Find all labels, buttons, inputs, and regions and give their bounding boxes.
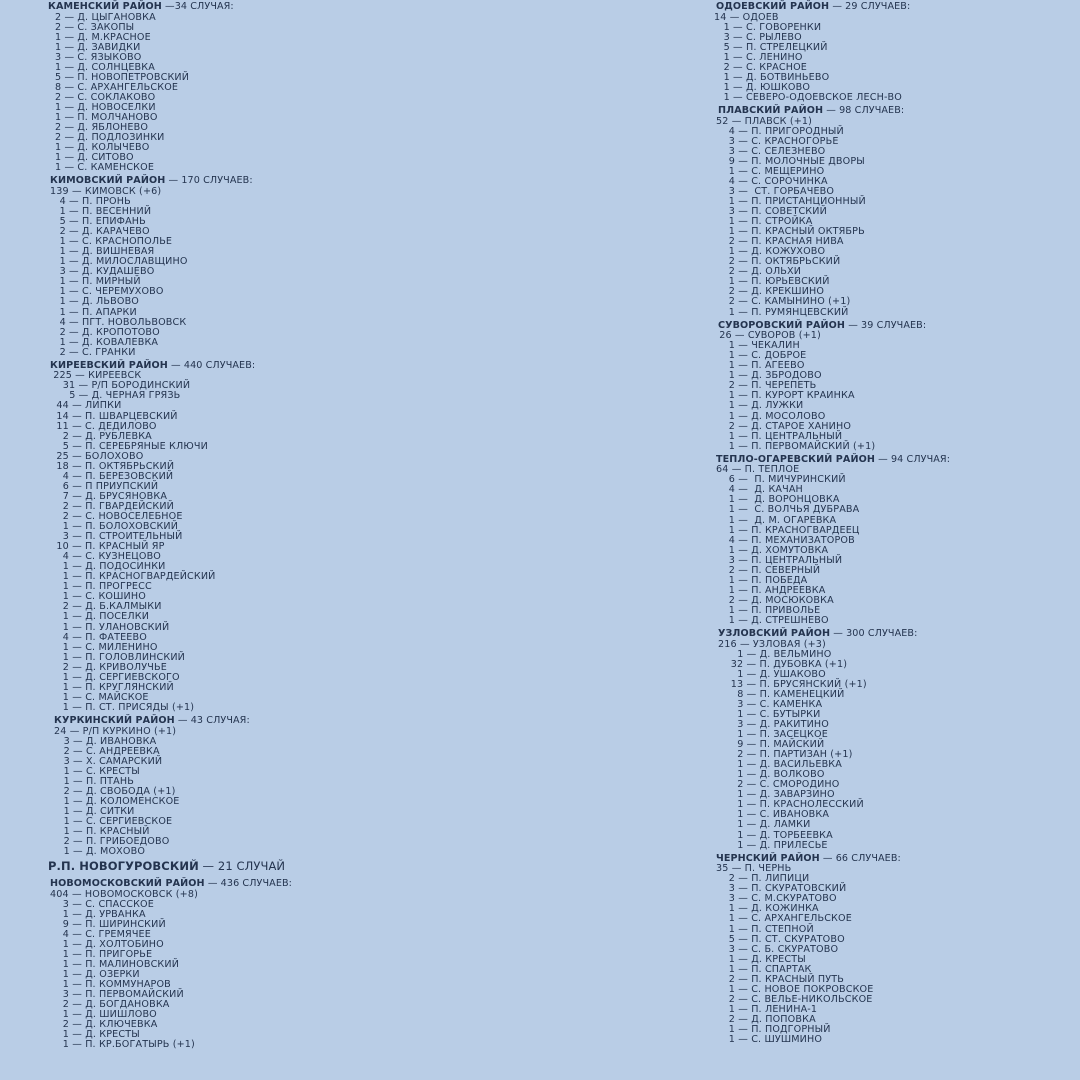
locality-row: 8 — П. КАМЕНЕЦКИЙ — [718, 688, 845, 700]
locality-row: 1 — П. СПАРТАК — [716, 963, 812, 975]
locality-row: 2 — Д. ПОДЛОЗИНКИ — [55, 132, 165, 144]
locality-row: 1 — П. АНДРЕЕВКА — [716, 584, 826, 596]
locality-row: 1 — П. КРАСНОЛЕССКИЙ — [718, 799, 864, 811]
locality-row: 1 — Д. МОХОВО — [54, 846, 146, 858]
locality-row: 5 — П. СТРЕЛЕЦКИЙ — [714, 41, 828, 53]
district-name: КИРЕЕВСКИЙ РАЙОН — [50, 359, 168, 371]
locality-row: 1 — Д. ЗАВИДКИ — [55, 41, 141, 53]
locality-row: 1 — С. КРАСНОПОЛЬЕ — [50, 236, 173, 248]
locality-row: 32 — П. ДУБОВКА (+1) — [718, 658, 848, 670]
district-total: — 94 СЛУЧАЯ: — [874, 453, 951, 465]
locality-row: 7 — Д. БРУСЯНОВКА — [50, 490, 168, 502]
locality-row: 1 — Д. ВЕЛЬМИНО — [718, 648, 832, 660]
locality-row: 1 — П. ПТАНЬ — [54, 775, 134, 787]
locality-row: 18 — П. ОКТЯБРЬСКИЙ — [50, 460, 175, 472]
locality-row: 2 — С. СОКЛАКОВО — [55, 91, 156, 103]
district-total: — 436 СЛУЧАЕВ: — [204, 878, 293, 890]
locality-row: 3 — П. СТРОИТЕЛЬНЫЙ — [50, 531, 183, 543]
locality-row: 1 — Д. КОЛЫЧЕВО — [55, 142, 150, 154]
locality-row: 1 — П. ВЕСЕННИЙ — [50, 206, 152, 218]
locality-row: 2 — Д. ЯБЛОНЕВО — [55, 122, 149, 134]
locality-row: 404 — НОВОМОСКОВСК (+8) — [50, 888, 199, 900]
locality-row: 2 — Д. БОГДАНОВКА — [50, 999, 170, 1011]
locality-row: 9 — П. МАЙСКИЙ — [718, 739, 825, 751]
locality-row: 2 — С. АНДРЕЕВКА — [54, 745, 160, 757]
locality-row: 1 — Д. ЛАМКИ — [718, 819, 811, 831]
locality-row: 24 — Р/П КУРКИНО (+1) — [54, 725, 177, 737]
locality-row: 1 — П. УЛАНОВСКИЙ — [50, 621, 170, 633]
locality-row: 2 — Д. СВОБОДА (+1) — [54, 785, 176, 797]
locality-row: 1 — С. ЧЕРЕМУХОВО — [50, 286, 164, 298]
district-name: КАМЕНСКИЙ РАЙОН — [48, 1, 162, 12]
district-name: ТЕПЛО-ОГАРЕВСКИЙ РАЙОН — [716, 453, 875, 465]
locality-row: 1 — П. БОЛОХОВСКИЙ — [50, 521, 179, 533]
locality-row: 1 — П. СТРОЙКА — [716, 216, 813, 228]
locality-row: 1 — С. ДОБРОЕ — [716, 350, 807, 362]
locality-row: 2 — С. ЗАКОПЫ — [55, 21, 135, 33]
locality-row: 1 — С. КОШИНО — [50, 591, 146, 603]
locality-row: 1 — Д. ЛЬВОВО — [50, 296, 140, 308]
locality-row: 1 — С. ШУШМИНО — [716, 1034, 823, 1046]
locality-row: 2 — Д. КЛЮЧЕВКА — [50, 1019, 158, 1031]
district-name: КУРКИНСКИЙ РАЙОН — [54, 714, 175, 726]
locality-row: 1 — П. КР.БОГАТЫРЬ (+1) — [50, 1039, 195, 1051]
district-name: ПЛАВСКИЙ РАЙОН — [718, 105, 824, 117]
locality-row: 1 — С. ГОВОРЕНКИ — [714, 21, 822, 33]
district-name: УЗЛОВСКИЙ РАЙОН — [718, 628, 831, 640]
locality-row: 3 — С. М.СКУРАТОВО — [716, 893, 837, 905]
locality-row: 3 — Д. КУДАШЕВО — [50, 266, 155, 278]
district-total: — 66 СЛУЧАЕВ: — [819, 852, 901, 864]
locality-row: 2 — П. ПАРТИЗАН (+1) — [718, 749, 853, 761]
locality-row: 2 — С. НОВОСЕЛЕБНОЕ — [50, 510, 183, 522]
district-block — [714, 2, 1074, 103]
locality-row: 1 — С. МИЛЕНИНО — [50, 641, 158, 653]
locality-row: 1 — Д. СТРЕШНЕВО — [716, 615, 829, 626]
locality-row: 4 — П. БЕРЕЗОВСКИЙ — [50, 470, 174, 482]
district-name: ЧЕРНСКИЙ РАЙОН — [716, 852, 820, 864]
locality-row: 14 — П. ШВАРЦЕВСКИЙ — [50, 410, 178, 422]
locality-row: 3 — П. СОВЕТСКИЙ — [716, 206, 827, 218]
locality-row: 1 — С. СЕРГИЕВСКОЕ — [54, 815, 173, 827]
locality-row: 1 — С. ЛЕНИНО — [714, 51, 803, 63]
locality-row: 3 — С. КАМЕНКА — [718, 698, 823, 710]
locality-row: 1 — П. АПАРКИ — [50, 306, 137, 318]
locality-row: 1 — П. КУРОРТ КРАИНКА — [716, 390, 855, 402]
locality-row: 1 — Д. СЕРГИЕВСКОГО — [50, 671, 180, 683]
locality-row: 1 — Д. СОЛНЦЕВКА — [55, 61, 155, 73]
locality-row: 5 — П. СЕРЕБРЯНЫЕ КЛЮЧИ — [50, 440, 208, 452]
locality-row: 3 — П. ПЕРВОМАЙСКИЙ — [50, 989, 184, 1001]
district-block — [48, 176, 548, 357]
locality-row: 5 — Д. ЧЕРНАЯ ГРЯЗЬ — [50, 390, 181, 402]
locality-row: 4 — Д. КАЧАН — [716, 484, 803, 496]
locality-row: 1 — Д. БОТВИНЬЕВО — [714, 71, 830, 83]
locality-row: 1 — С. АРХАНГЕЛЬСКОЕ — [716, 913, 852, 925]
district-name: ОДОЕВСКИЙ РАЙОН — [716, 1, 830, 12]
district-block — [714, 854, 1074, 1045]
locality-row: 2 — Д. ПОПОВКА — [716, 1013, 816, 1025]
locality-row: 1 — Д. М.КРАСНОЕ — [55, 31, 151, 43]
locality-row: 25 — БОЛОХОВО — [50, 450, 144, 462]
locality-row: 1 — Д. МОСОЛОВО — [716, 410, 826, 422]
locality-row: 1 — П. ПРИВОЛЬЕ — [716, 604, 821, 616]
district-total: — 39 СЛУЧАЕВ: — [845, 319, 927, 331]
locality-row: 64 — П. ТЕПЛОЕ — [716, 464, 800, 476]
locality-row: 1 — П. ПОБЕДА — [716, 574, 808, 586]
locality-row: 1 — П. ГОЛОВЛИНСКИЙ — [50, 651, 185, 663]
right-column — [714, 2, 1074, 1045]
locality-row: 1 — П. ПРИСТАНЦИОННЫЙ — [716, 195, 866, 207]
locality-row: 11 — С. ДЕДИЛОВО — [50, 420, 157, 432]
locality-row: 1 — Д. СИТКИ — [54, 805, 135, 817]
locality-row: 1 — Д. КОЖУХОВО — [716, 246, 826, 258]
locality-row: 5 — П. СТ. СКУРАТОВО — [716, 933, 845, 945]
locality-row: 10 — П. КРАСНЫЙ ЯР — [50, 541, 165, 553]
locality-row: 5 — П. ЕПИФАНЬ — [50, 216, 146, 228]
locality-row: 1 — С. КАМЕНСКОЕ — [55, 162, 155, 174]
district-total: — 29 СЛУЧАЕВ: — [829, 1, 911, 12]
locality-row: 1 — П. ПОДГОРНЫЙ — [716, 1023, 831, 1035]
locality-row: 2 — Д. СТАРОЕ ХАНИНО — [716, 420, 852, 432]
locality-row: 1 — Д. ТОРБЕЕВКА — [718, 829, 833, 841]
locality-row: 2 — П. СЕВЕРНЫЙ — [716, 564, 821, 576]
locality-row: 1 — С. МЕЩЕРИНО — [716, 165, 825, 177]
locality-row: 2 — П. ЧЕРЕПЕТЬ — [716, 380, 817, 392]
locality-row: 1 — П. КРУГЛЯНСКИЙ — [50, 681, 174, 693]
district-block — [48, 860, 548, 873]
locality-row: 4 — П. ФАТЕЕВО — [50, 631, 147, 643]
locality-row: 1 — Д. ЮШКОВО — [714, 81, 811, 93]
locality-row: 4 — П. МЕХАНИЗАТОРОВ — [716, 534, 855, 546]
locality-row: 2 — Д. Б.КАЛМЫКИ — [50, 601, 162, 613]
district-block — [714, 321, 1074, 452]
locality-row: 14 — ОДОЕВ — [714, 11, 779, 23]
locality-row: 1 — Д. НОВОСЕЛКИ — [55, 102, 156, 114]
district-header — [714, 2, 1074, 13]
locality-row: 1 — П. ЮРЬЕВСКИЙ — [716, 276, 830, 288]
locality-row: 1 — С. КРЕСТЫ — [54, 765, 140, 777]
locality-row: 2 — П. ГВАРДЕЙСКИЙ — [50, 500, 174, 512]
locality-row: 35 — П. ЧЕРНЬ — [716, 863, 792, 875]
district-name: Р.П. НОВОГУРОВСКИЙ — [48, 859, 199, 874]
locality-row: 1 — П. КОММУНАРОВ — [50, 979, 171, 991]
locality-row: 2 — С. КРАСНОЕ — [714, 61, 807, 73]
locality-row: 3 — Х. САМАРСКИЙ — [54, 755, 163, 767]
locality-row: 1 — П. ПРОГРЕСС — [50, 581, 152, 593]
locality-row: 3 — С. СПАССКОЕ — [50, 898, 154, 910]
locality-row: 2 — Д. КРОПОТОВО — [50, 326, 160, 338]
district-total: — 440 СЛУЧАЕВ: — [167, 359, 256, 371]
locality-row: 1 — ЧЕКАЛИН — [716, 340, 800, 352]
locality-row: 1 — П. КРАСНОГВАРДЕЙСКИЙ — [50, 571, 216, 583]
locality-row: 1 — Д. КОВАЛЕВКА — [50, 336, 159, 348]
locality-row: 1 — П. ПРИГОРЬЕ — [50, 949, 153, 960]
locality-row: 2 — Д. КРЕКШИНО — [716, 286, 825, 298]
locality-row: 1 — Д. СИТОВО — [55, 152, 134, 164]
locality-row: 2 — Д. МОСЮКОВКА — [716, 594, 834, 606]
locality-row: 1 — П. СТ. ПРИСЯДЫ (+1) — [50, 701, 195, 713]
locality-row: 9 — П. МОЛОЧНЫЕ ДВОРЫ — [716, 155, 865, 167]
locality-row: 2 — П. КРАСНАЯ НИВА — [716, 236, 844, 248]
locality-row: 1 — Д. ПОДОСИНКИ — [50, 561, 166, 573]
locality-row: 216 — УЗЛОВАЯ (+3) — [718, 638, 826, 650]
district-block — [714, 629, 1074, 851]
locality-row: 1 — П. СТЕПНОЙ — [716, 923, 814, 935]
district-total: — 21 СЛУЧАЙ — [198, 859, 286, 874]
locality-row: 1 — П. РУМЯНЦЕВСКИЙ — [716, 306, 849, 318]
locality-row: 1 — С. БУТЫРКИ — [718, 708, 821, 720]
district-total: —34 СЛУЧАЯ: — [161, 1, 234, 12]
locality-row: 2 — П. ЛИПИЦИ — [716, 873, 810, 885]
locality-row: 2 — С. СМОРОДИНО — [718, 779, 840, 791]
locality-row: 3 — СТ. ГОРБАЧЕВО — [716, 185, 835, 197]
district-block — [48, 879, 548, 1050]
locality-row: 4 — П. ПРОНЬ — [50, 195, 131, 207]
locality-row: 3 — Д. ИВАНОВКА — [54, 735, 157, 747]
locality-row: 1 — Д. ЛУЖКИ — [716, 400, 804, 412]
locality-row: 3 — Д. РАКИТИНО — [718, 719, 829, 731]
locality-row: 1 — П. АГЕЕВО — [716, 360, 805, 372]
locality-row: 8 — С. АРХАНГЕЛЬСКОЕ — [55, 81, 179, 93]
locality-row: 1 — Д. ЗБРОДОВО — [716, 370, 822, 382]
locality-row: 3 — П. СКУРАТОВСКИЙ — [716, 883, 847, 895]
locality-row: 13 — П. БРУСЯНСКИЙ (+1) — [718, 678, 867, 690]
locality-row: 2 — Д. ЦЫГАНОВКА — [55, 11, 156, 23]
district-header — [48, 2, 548, 13]
locality-row: 2 — С. ВЕЛЬЕ-НИКОЛЬСКОЕ — [716, 993, 873, 1005]
locality-row: 44 — ЛИПКИ — [50, 400, 122, 412]
district-total: — 98 СЛУЧАЕВ: — [823, 105, 905, 117]
locality-row: 1 — П. КРАСНОГВАРДЕЕЦ — [716, 524, 860, 536]
district-name: СУВОРОВСКИЙ РАЙОН — [718, 319, 846, 331]
locality-row: 225 — КИРЕЕВСК — [50, 370, 142, 382]
locality-row: 1 — Д. ВОЛКОВО — [718, 769, 825, 781]
locality-row: 1 — Д. ПОСЕЛКИ — [50, 611, 150, 623]
district-total: — 170 СЛУЧАЕВ: — [165, 175, 253, 187]
locality-row: 1 — Д. УШАКОВО — [718, 668, 826, 680]
locality-row: 3 — С. РЫЛЕВО — [714, 31, 802, 43]
locality-row: 1 — П. ЦЕНТРАЛЬНЫЙ — [716, 430, 843, 442]
district-block — [714, 455, 1074, 626]
locality-row: 1 — Д. МИЛОСЛАВЩИНО — [50, 256, 188, 268]
locality-row: 1 — П. МАЛИНОВСКИЙ — [50, 959, 180, 971]
locality-row: 1 — Д. ВИШНЕВАЯ — [50, 246, 155, 258]
locality-row: 3 — С. ЯЗЫКОВО — [55, 51, 142, 63]
locality-row: 1 — Д. КОЖИНКА — [716, 903, 819, 915]
locality-row: 139 — КИМОВСК (+6) — [50, 185, 162, 197]
locality-row: 1 — СЕВЕРО-ОДОЕВСКОЕ ЛЕСН-ВО — [714, 91, 902, 103]
locality-row: 1 — П. ЗАСЕЦКОЕ — [718, 729, 828, 741]
locality-row: 1 — Д. ШИШЛОВО — [50, 1009, 157, 1021]
locality-row: 1 — Д. М. ОГАРЕВКА — [716, 514, 837, 526]
district-total: — 300 СЛУЧАЕВ: — [830, 628, 918, 640]
district-header — [48, 860, 548, 873]
locality-row: 3 — С. СЕЛЕЗНЕВО — [716, 145, 826, 157]
locality-row: 9 — П. ШИРИНСКИЙ — [50, 918, 166, 930]
locality-row: 1 — С. ИВАНОВКА — [718, 809, 830, 821]
locality-row: 2 — С. ГРАНКИ — [50, 346, 136, 358]
locality-row: 52 — ПЛАВСК (+1) — [716, 115, 813, 127]
locality-row: 1 — П. КРАСНЫЙ ОКТЯБРЬ — [716, 226, 865, 238]
locality-row: 1 — Д. КРЕСТЫ — [50, 1029, 140, 1041]
locality-row: 2 — П. ГРИБОЕДОВО — [54, 836, 170, 848]
locality-row: 31 — Р/П БОРОДИНСКИЙ — [50, 380, 191, 392]
locality-row: 6 — П ПРИУПСКИЙ — [50, 480, 159, 492]
locality-row: 2 — Д. КАРАЧЕВО — [50, 226, 150, 238]
locality-row: 2 — П. ОКТЯБРЬСКИЙ — [716, 256, 841, 268]
district-name: НОВОМОСКОВСКИЙ РАЙОН — [50, 878, 205, 890]
locality-row: 1 — Д. ВАСИЛЬЕВКА — [718, 759, 842, 771]
locality-row: 26 — СУВОРОВ (+1) — [716, 330, 821, 342]
locality-row: 4 — ПГТ. НОВОЛЬВОВСК — [50, 316, 187, 328]
locality-row: 1 — Д. КОЛОМЕНСКОЕ — [54, 795, 180, 807]
district-block — [48, 361, 548, 713]
locality-row: 3 — С. КРАСНОГОРЬЕ — [716, 135, 839, 147]
locality-row: 1 — Д. УРВАНКА — [50, 908, 146, 920]
locality-row: 1 — П. ЛЕНИНА-1 — [716, 1003, 818, 1015]
district-block — [48, 2, 548, 173]
district-block — [48, 716, 548, 857]
district-total: — 43 СЛУЧАЯ: — [174, 714, 250, 726]
locality-row: 1 — Д. ХОЛТОБИНО — [50, 938, 164, 950]
locality-row: 1 — С. ВОЛЧЬЯ ДУБРАВА — [716, 504, 860, 516]
locality-row: 2 — С. КАМЫНИНО (+1) — [716, 296, 851, 308]
district-block — [714, 106, 1074, 318]
district-name: КИМОВСКИЙ РАЙОН — [50, 175, 166, 187]
locality-row: 4 — П. ПРИГОРОДНЫЙ — [716, 125, 844, 137]
locality-row: 1 — С. НОВОЕ ПОКРОВСКОЕ — [716, 983, 874, 995]
locality-row: 1 — П. ПЕРВОМАЙСКИЙ (+1) — [716, 440, 876, 452]
locality-row: 4 — С. КУЗНЕЦОВО — [50, 551, 162, 563]
locality-row: 1 — Д. ЗАВАРЗИНО — [718, 789, 835, 801]
locality-row: 2 — П. КРАСНЫЙ ПУТЬ — [716, 973, 845, 985]
locality-row: 1 — С. МАЙСКОЕ — [50, 691, 149, 703]
locality-row: 2 — Д. КРИВОЛУЧЬЕ — [50, 661, 167, 673]
district-header — [48, 716, 548, 727]
locality-row: 1 — Д. ВОРОНЦОВКА — [716, 494, 840, 506]
locality-row: 1 — П. МИРНЫЙ — [50, 276, 141, 288]
locality-row: 1 — Д. ХОМУТОВКА — [716, 544, 829, 556]
locality-row: 1 — Д. ПРИЛЕСЬЕ — [718, 839, 828, 851]
locality-row: 3 — П. ЦЕНТРАЛЬНЫЙ — [716, 554, 843, 566]
locality-row: 4 — С. ГРЕМЯЧЕЕ — [50, 928, 151, 940]
locality-row: 1 — П. КРАСНЫЙ — [54, 825, 150, 837]
left-column — [48, 2, 548, 1050]
locality-row: 4 — С. СОРОЧИНКА — [716, 175, 828, 187]
locality-row: 2 — Д. РУБЛЕВКА — [50, 430, 152, 442]
locality-row: 1 — Д. ОЗЕРКИ — [50, 969, 140, 981]
locality-row: 5 — П. НОВОПЕТРОВСКИЙ — [55, 71, 190, 83]
locality-row: 3 — С. Б. СКУРАТОВО — [716, 943, 839, 955]
locality-row: 1 — П. МОЛЧАНОВО — [55, 112, 158, 124]
locality-row: 6 — П. МИЧУРИНСКИЙ — [716, 474, 846, 486]
locality-row: 1 — Д. КРЕСТЫ — [716, 953, 806, 965]
locality-row: 2 — Д. ОЛЬХИ — [716, 266, 802, 278]
